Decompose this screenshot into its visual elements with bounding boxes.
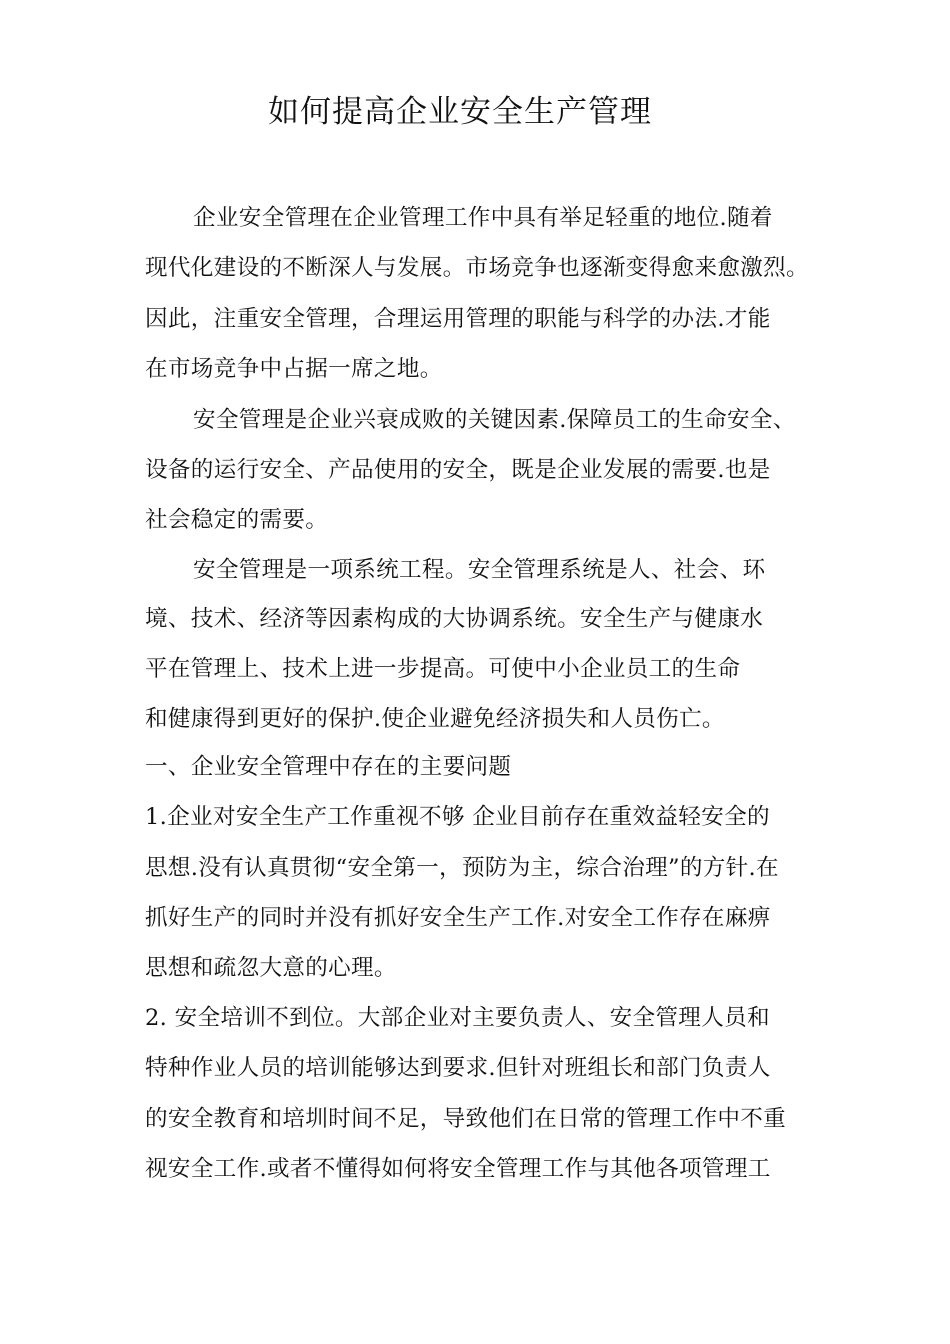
paragraph-line: 现代化建设的不断深人与发展。市场竞争也逐渐变得愈来愈激烈。	[145, 255, 809, 281]
paragraph-line: 2. 安全培训不到位。大部企业对主要负责人、安全管理人员和	[145, 1005, 770, 1031]
paragraph-line: 安全管理是一项系统工程。安全管理系统是人、社会、环	[193, 557, 766, 583]
paragraph-line: 特种作业人员的培训能够达到要求.但针对班组长和部门负责人	[145, 1055, 771, 1081]
paragraph-line: 社会稳定的需要。	[145, 507, 329, 533]
paragraph-line: 安全管理是企业兴衰成败的关键因素.保障员工的生命安全、	[193, 407, 796, 433]
paragraph-line: 在市场竞争中占据一席之地。	[145, 356, 443, 382]
paragraph-line: 1.企业对安全生产工作重视不够 企业目前存在重效益轻安全的	[145, 804, 770, 830]
paragraph-line: 思想和疏忽大意的心理。	[145, 955, 397, 981]
section-heading: 一、企业安全管理中存在的主要问题	[145, 754, 512, 780]
paragraph-line: 和健康得到更好的保护.使企业避免经济损失和人员伤亡。	[145, 706, 725, 732]
document-title: 如何提高企业安全生产管理	[268, 94, 652, 130]
paragraph-line: 的安全教育和培圳时间不足，导致他们在日常的管理工作中不重	[145, 1106, 787, 1132]
paragraph-line: 平在管理上、技术上进一步提高。可使中小企业员工的生命	[145, 656, 741, 682]
paragraph-line: 抓好生产的同时并没有抓好安全生产工作.对安全工作存在麻痹	[145, 905, 771, 931]
paragraph-line: 设备的运行安全、产品使用的安全，既是企业发展的需要.也是	[145, 457, 771, 483]
paragraph-line: 企业安全管理在企业管理工作中具有举足轻重的地位.随着	[193, 205, 773, 231]
paragraph-line: 因此，注重安全管理，合理运用管理的职能与科学的办法.才能	[145, 306, 771, 332]
paragraph-line: 境、技术、经济等因素构成的大协调系统。安全生产与健康水	[145, 606, 764, 632]
paragraph-line: 思想.没有认真贯彻“安全第一，预防为主，综合治理”的方针.在	[145, 855, 779, 881]
paragraph-line: 视安全工作.或者不懂得如何将安全管理工作与其他各项管理工	[145, 1156, 771, 1182]
